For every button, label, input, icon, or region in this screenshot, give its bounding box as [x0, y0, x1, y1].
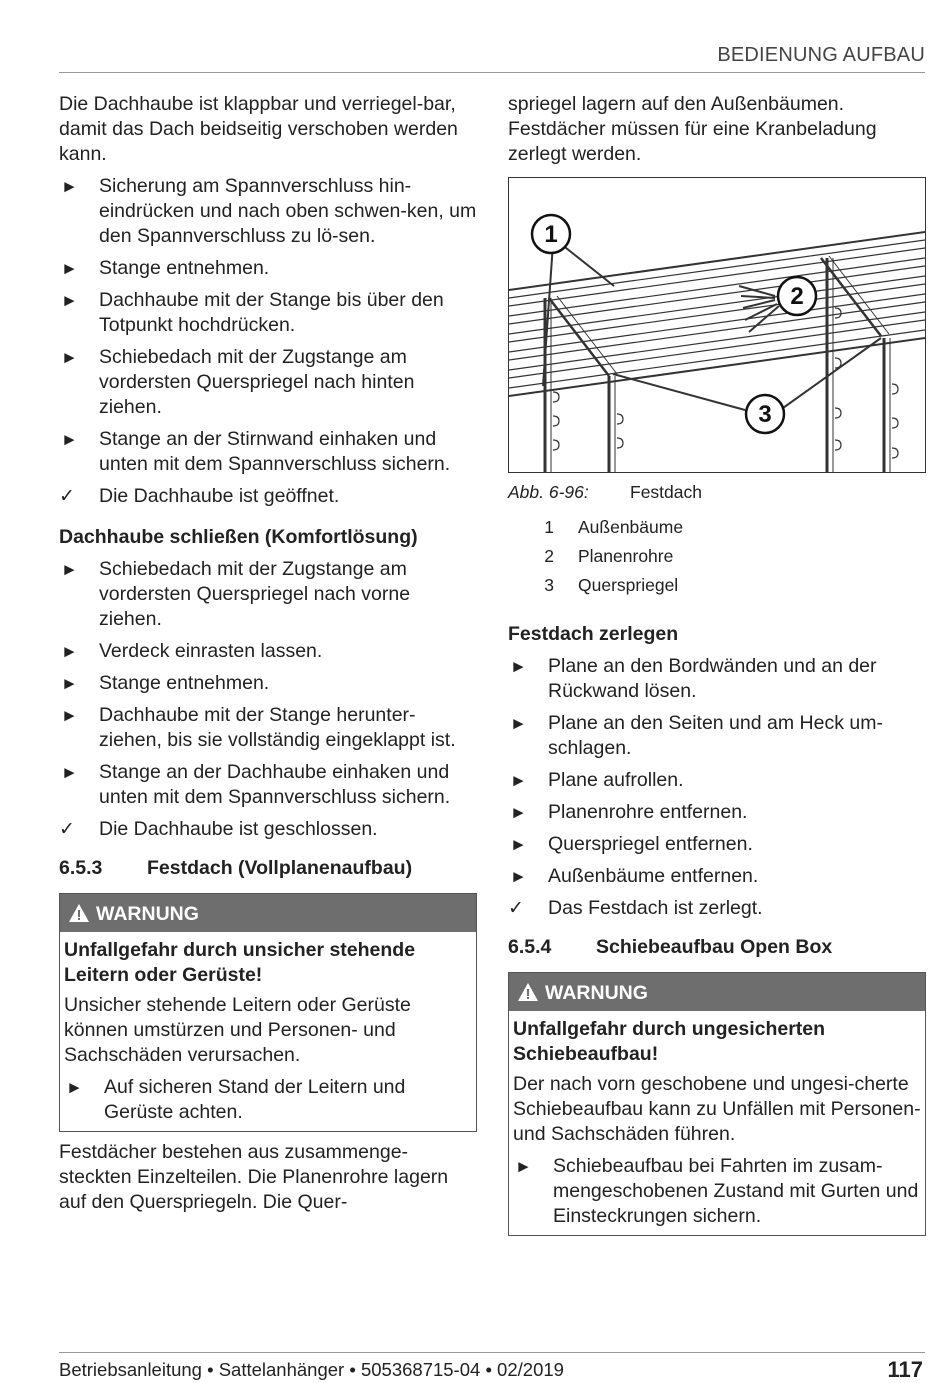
callout-2 — [778, 277, 816, 315]
result-item: ✓ Die Dachhaube ist geschlossen. — [59, 818, 378, 840]
arrow-icon: ► — [61, 259, 78, 278]
section-heading-654: 6.5.4 Schiebeaufbau Open Box — [508, 936, 833, 958]
checkmark-icon: ✓ — [59, 486, 75, 507]
warning-triangle-icon — [517, 982, 539, 1002]
intro-paragraph: spriegel lagern auf den Außenbäumen. Festdächer müssen für eine Kranbeladung zerlegt werden. — [508, 93, 877, 165]
arrow-icon: ► — [510, 657, 527, 676]
list-item: ► Stange entnehmen. — [61, 257, 270, 279]
warning-header: WARNUNG — [509, 973, 925, 1011]
list-item: ► Plane an den Bordwänden und an der Rückwand lösen. — [510, 655, 877, 702]
warning-steps — [513, 1154, 921, 1229]
arrow-icon: ► — [66, 1078, 83, 1097]
list-item: ► Schiebeaufbau bei Fahrten im zusam-mengeschobenen Zustand mit Gurten und Einsteckrungen sichern. — [515, 1155, 919, 1227]
open-steps-list — [59, 174, 477, 509]
figure-legend — [508, 513, 926, 600]
list-item: ► Querspriegel entfernen. — [510, 833, 753, 855]
arrow-icon: ► — [61, 291, 78, 310]
outro-paragraph: Festdächer bestehen aus zusammenge-steckten Einzelteilen. Die Planenrohre lagern auf den Querspriegeln. Die Quer- — [59, 1141, 449, 1213]
arrow-icon: ► — [61, 674, 78, 693]
page-number: 117 — [887, 1357, 923, 1382]
figure-label: Abb. 6-96: — [508, 482, 589, 502]
arrow-icon: ► — [61, 642, 78, 661]
list-item: ► Stange entnehmen. — [61, 672, 270, 694]
svg-text:1: 1 — [544, 221, 558, 248]
arrow-icon: ► — [510, 835, 527, 854]
list-item: ► Dachhaube mit der Stange herunter-ziehen, bis sie vollständig eingeklappt ist. — [61, 704, 456, 751]
arrow-icon: ► — [61, 348, 78, 367]
arrow-icon: ► — [510, 803, 527, 822]
dismantle-heading: Festdach zerlegen — [508, 623, 679, 645]
arrow-icon: ► — [61, 430, 78, 449]
callout-1 — [532, 215, 570, 253]
intro-paragraph: Die Dachhaube ist klappbar und verriegel-bar, damit das Dach beidseitig verschoben werden kann. — [59, 93, 458, 165]
arrow-icon: ► — [515, 1157, 532, 1176]
checkmark-icon: ✓ — [508, 898, 524, 919]
result-item: ✓ Das Festdach ist zerlegt. — [508, 897, 763, 919]
list-item: ► Sicherung am Spannverschluss hin-eindrücken und nach oben schwen-ken, um den Spannverschluss zu lö-sen. — [61, 175, 477, 247]
list-item: ► Planenrohre entfernen. — [510, 801, 748, 823]
section-title: BEDIENUNG AUFBAU — [717, 44, 925, 66]
warning-text: Der nach vorn geschobene und ungesi-cherte Schiebeaufbau kann zu Unfällen mit Personen- und Sachschäden führen. — [513, 1073, 921, 1145]
list-item: ► Außenbäume entfernen. — [510, 865, 759, 887]
list-item: ► Stange an der Dachhaube einhaken und unten mit dem Spannverschluss sichern. — [61, 761, 451, 808]
warning-header: WARNUNG — [60, 894, 476, 932]
festdach-illustration — [509, 178, 925, 472]
arrow-icon: ► — [510, 714, 527, 733]
list-item: ► Verdeck einrasten lassen. — [61, 640, 323, 662]
page-footer — [59, 1352, 925, 1382]
arrow-icon: ► — [510, 771, 527, 790]
callout-3 — [746, 395, 784, 433]
figure-title: Festdach — [630, 482, 702, 502]
list-item: ► Schiebedach mit der Zugstange am vordersten Querspriegel nach vorne ziehen. — [61, 558, 411, 630]
result-item: ✓ Die Dachhaube ist geöffnet. — [59, 485, 340, 507]
svg-text:3: 3 — [758, 401, 772, 428]
legend-item: 1 Außenbäume — [544, 517, 684, 537]
list-item: ► Auf sicheren Stand der Leitern und Gerüste achten. — [66, 1076, 406, 1123]
warning-triangle-icon — [68, 903, 90, 923]
right-column — [508, 92, 926, 1244]
close-heading: Dachhaube schließen (Komfortlösung) — [59, 526, 418, 548]
left-column — [59, 92, 477, 1215]
warning-title: Unfallgefahr durch unsicher stehende Leitern oder Gerüste! — [64, 939, 416, 986]
list-item: ► Plane aufrollen. — [510, 769, 684, 791]
list-item: ► Dachhaube mit der Stange bis über den Totpunkt hochdrücken. — [61, 289, 444, 336]
svg-text:2: 2 — [790, 283, 804, 310]
close-steps-list — [59, 557, 477, 842]
legend-item: 2 Planenrohre — [544, 546, 674, 566]
list-item: ► Stange an der Stirnwand einhaken und unten mit dem Spannverschluss sichern. — [61, 428, 451, 475]
footer-text: Betriebsanleitung • Sattelanhänger • 505368715-04 • 02/2019 — [59, 1359, 564, 1380]
warning-box — [508, 972, 926, 1236]
figure-caption — [508, 481, 926, 503]
festdach-figure — [508, 177, 926, 473]
arrow-icon: ► — [61, 560, 78, 579]
dismantle-steps-list — [508, 654, 926, 921]
list-item: ► Schiebedach mit der Zugstange am vordersten Querspriegel nach hinten ziehen. — [61, 346, 415, 418]
arrow-icon: ► — [510, 867, 527, 886]
warning-text: Unsicher stehende Leitern oder Gerüste können umstürzen und Personen- und Sachschäden verursachen. — [64, 994, 411, 1066]
arrow-icon: ► — [61, 763, 78, 782]
list-item: ► Plane an den Seiten und am Heck um-schlagen. — [510, 712, 883, 759]
warning-title: Unfallgefahr durch ungesicherten Schiebeaufbau! — [513, 1018, 826, 1065]
page-header — [59, 42, 925, 73]
warning-box — [59, 893, 477, 1132]
legend-item: 3 Querspriegel — [544, 575, 679, 595]
arrow-icon: ► — [61, 177, 78, 196]
section-heading-653: 6.5.3 Festdach (Vollplanenaufbau) — [59, 857, 413, 879]
checkmark-icon: ✓ — [59, 819, 75, 840]
warning-steps — [64, 1075, 472, 1125]
arrow-icon: ► — [61, 706, 78, 725]
